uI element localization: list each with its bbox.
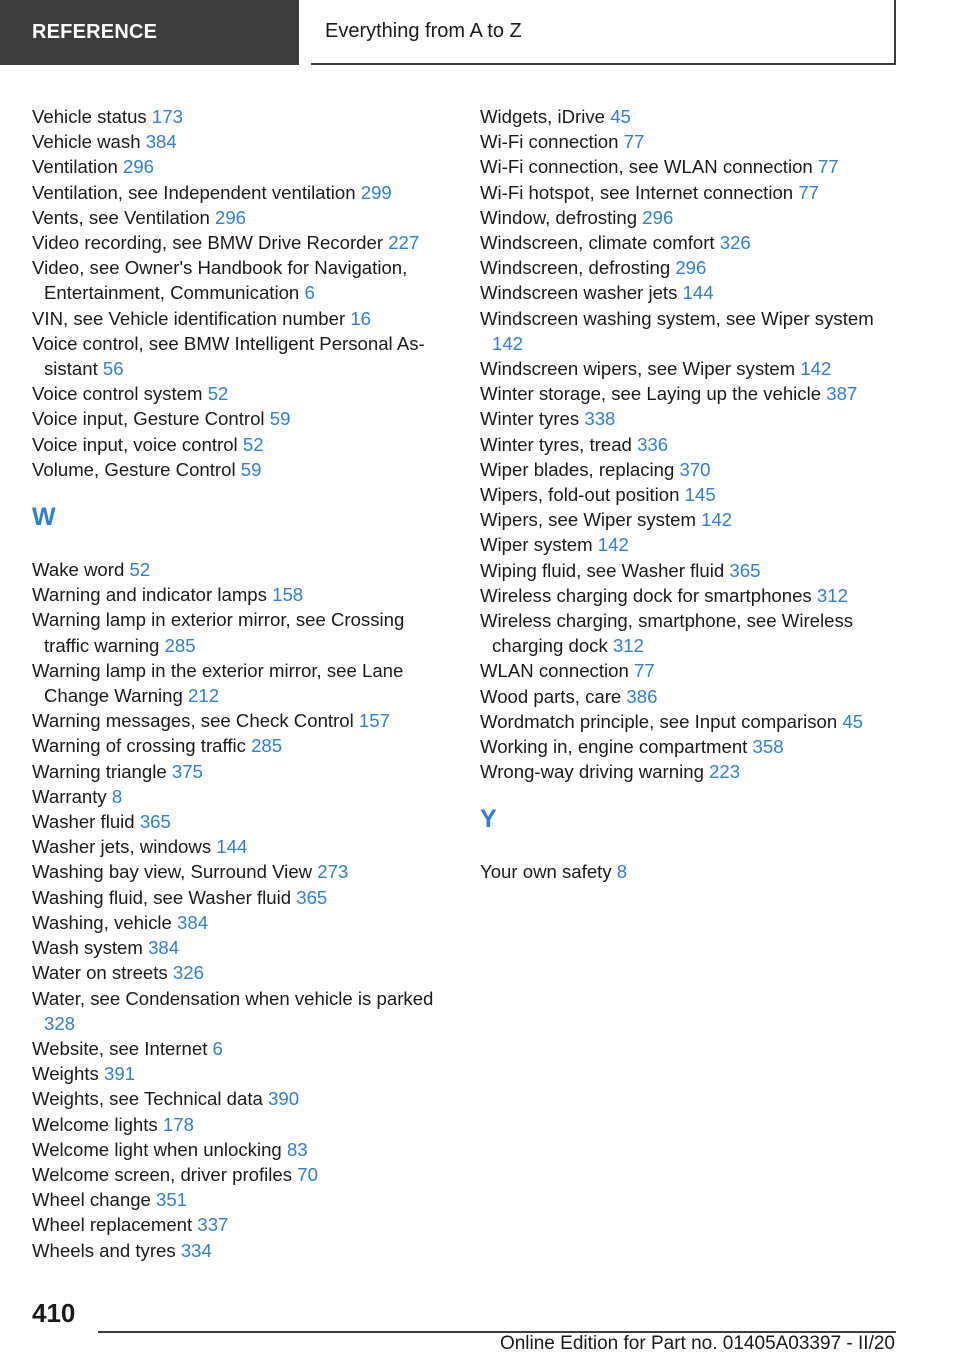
index-entry-text: Winter tyres, tread [480,433,632,455]
page-reference-link[interactable]: 365 [139,811,171,833]
edition-note: Online Edition for Part no. 01405A03397 - II/20 [499,1333,895,1354]
index-entry-text: Video recording, see BMW Drive Recorder [32,232,384,254]
page-reference-link[interactable]: 144 [216,836,248,858]
index-entry [32,306,437,331]
index-entry-text: Your own safety [480,861,612,883]
page-reference-link[interactable]: 223 [709,761,741,783]
index-entry [480,154,900,179]
index-entry [32,834,437,859]
page-reference-link[interactable]: 334 [180,1239,212,1261]
index-entry-text: Vehicle status [32,106,147,127]
page-reference-link[interactable]: 296 [675,257,707,279]
index-entry [480,280,900,305]
index-entry-text: Wi-Fi connection, see WLAN connection [480,156,813,178]
index-entry-text: WLAN connection [480,660,629,682]
index-entry-text: Ventilation, see Independent ventilation [32,181,356,203]
page-reference-link[interactable]: 386 [626,685,658,707]
chapter-title: Everything from A to Z [325,20,522,42]
index-entry [480,381,900,406]
page-reference-link[interactable]: 45 [610,106,631,127]
page-reference-link[interactable]: 338 [584,408,616,430]
page-reference-link[interactable]: 142 [800,358,832,380]
page-reference-link[interactable]: 370 [679,458,711,480]
page-reference-link[interactable]: 144 [682,282,714,304]
index-entry-text: Wi-Fi hotspot, see Internet connection [480,181,794,203]
index-entry [32,809,437,834]
index-entry [480,583,900,608]
page-reference-link[interactable]: 158 [272,584,304,606]
index-entry [480,608,900,658]
index-entry-text: Volume, Gesture Control [32,458,236,480]
index-entry-text: Warning of crossing traffic [32,735,246,757]
index-entry [480,230,900,255]
index-entry-text: Windscreen wipers, see Wiper system [480,358,796,380]
index-entry-text: Wireless charging, smartphone, see Wireless charging dock [480,610,854,657]
index-entry [32,607,437,657]
page-reference-link[interactable]: 227 [388,232,420,254]
page-reference-link[interactable]: 59 [269,408,291,430]
index-entry [32,180,437,205]
page-reference-link[interactable]: 145 [684,484,716,506]
index-entry-text: Working in, engine compartment [480,736,748,758]
page-reference-link[interactable]: 387 [826,383,858,405]
index-entry-text: Warning and indicator lamps [32,584,267,606]
index-entry-text: Wheels and tyres [32,1239,176,1261]
index-entry-text: Windscreen washer jets [480,282,678,304]
index-entry-text: Widgets, iDrive [480,106,606,127]
page-reference-link[interactable]: 142 [701,509,733,531]
index-entry [32,1086,437,1111]
page-reference-link[interactable]: 142 [597,534,629,556]
page-reference-link[interactable]: 6 [304,282,315,304]
index-entry-text: Ventilation [32,156,118,178]
index-entry [32,910,437,935]
index-entry-text: Welcome light when unlocking [32,1138,282,1160]
index-entry [32,154,437,179]
page-reference-link[interactable]: 296 [122,156,155,178]
index-entry [480,709,900,734]
index-entry-text: Welcome lights [32,1113,158,1135]
index-entry-text: Wake word [32,559,125,581]
index-entry [32,1212,437,1237]
index-entry [32,331,437,381]
index-entry [32,1238,437,1263]
index-entry [480,255,900,280]
page-reference-link[interactable]: 142 [492,332,524,354]
index-entry [480,684,900,709]
index-entry-text: Wireless charging dock for smartphones [480,584,812,606]
page-reference-link[interactable]: 285 [164,634,196,656]
page-reference-link[interactable]: 328 [44,1012,76,1034]
page-reference-link[interactable]: 77 [634,660,655,682]
page-reference-link[interactable]: 52 [242,433,264,455]
page-reference-link[interactable]: 59 [240,458,262,480]
index-entry [32,557,437,582]
index-letter-heading: Y [480,805,497,834]
index-entry [32,986,437,1036]
index-entry [32,104,437,129]
index-entry-text: Wipers, fold-out position [480,484,680,506]
page-reference-link[interactable]: 285 [251,735,283,757]
page-reference-link[interactable]: 52 [207,383,229,405]
index-entry-text: Washing fluid, see Washer fluid [32,886,292,908]
page-reference-link[interactable]: 8 [616,861,628,883]
page-reference-link[interactable]: 16 [350,307,372,329]
index-entry-text: Winter tyres [480,408,580,430]
page-reference-link[interactable]: 6 [212,1037,223,1059]
index-entry [32,784,437,809]
page-reference-link[interactable]: 365 [296,886,328,908]
index-entry [32,1162,437,1187]
index-entry-text: Windscreen, climate comfort [480,232,715,254]
index-entry-text: Wordmatch principle, see Input comparison [480,710,838,732]
index-entry [32,960,437,985]
index-entry [480,129,900,154]
index-entry-text: Window, defrosting [480,206,638,228]
index-entry [32,1187,437,1212]
index-entry-text: Wi-Fi connection [480,131,619,153]
page-reference-link[interactable]: 312 [816,584,848,606]
page-reference-link[interactable]: 77 [798,181,820,203]
index-entry-text: Warranty [32,785,107,807]
index-entry [32,381,437,406]
page-reference-link[interactable]: 45 [842,710,864,732]
index-entry-text: Website, see Internet [32,1037,208,1059]
index-entry [480,356,900,381]
index-entry-text: Wheel replacement [32,1214,193,1236]
page-reference-link[interactable]: 365 [729,559,761,581]
index-entry-text: Video, see Owner's Handbook for Navigation, Entertainment, Communication [32,257,408,304]
page-reference-link[interactable]: 336 [637,433,669,455]
index-entry [32,582,437,607]
index-entry [32,406,437,431]
page-reference-link[interactable]: 77 [623,131,645,153]
index-entry-text: Voice control, see BMW Intelligent Personal Assistant [32,332,425,380]
index-entry [480,532,900,557]
index-entry-text: Warning triangle [32,760,167,782]
page-reference-link[interactable]: 296 [214,206,247,228]
index-entry-text: Washing bay view, Surround View [32,861,313,883]
page-reference-link[interactable]: 56 [102,358,124,380]
index-column-right [480,104,900,885]
chapter-header [311,0,896,65]
page-reference-link[interactable]: 384 [145,131,177,153]
page-reference-link[interactable]: 212 [188,685,220,707]
index-entry-text: Wipers, see Wiper system [480,509,696,531]
index-entry-text: Vents, see Ventilation [32,206,210,228]
index-entry [480,306,900,356]
index-entry-text: Washer jets, windows [32,836,212,858]
section-tab [0,0,299,65]
index-entry [32,759,437,784]
index-column-left [32,104,437,1263]
index-entry-text: VIN, see Vehicle identification number [32,307,346,329]
index-entry [32,255,437,305]
index-entry [480,205,900,230]
page-reference-link[interactable]: 52 [129,559,151,581]
index-entry-text: Washing, vehicle [32,911,172,933]
index-entry-text: Weights [32,1063,99,1085]
index-entry-text: Washer fluid [32,811,135,833]
page-reference-link[interactable]: 358 [752,736,784,758]
index-entry-text: Warning lamp in exterior mirror, see Crossing traffic warning [32,609,405,656]
page-reference-link[interactable]: 384 [177,911,209,933]
index-entry [32,1137,437,1162]
index-entry [480,507,900,532]
page-reference-link[interactable]: 326 [172,962,204,984]
index-entry [480,180,900,205]
index-entry-text: Weights, see Technical data [32,1088,263,1110]
index-entry-text: Wheel change [32,1189,151,1211]
index-entry [32,935,437,960]
index-entry-text: Welcome screen, driver profiles [32,1163,293,1185]
index-entry [480,432,900,457]
page-reference-link[interactable]: 70 [297,1163,318,1185]
index-entry [32,1036,437,1061]
page-reference-link[interactable]: 8 [111,785,123,807]
page-reference-link[interactable]: 83 [286,1138,308,1160]
page-reference-link[interactable]: 391 [104,1063,136,1085]
index-entry-text: Vehicle wash [32,131,141,153]
page-reference-link[interactable]: 77 [817,156,839,178]
index-entry-text: Winter storage, see Laying up the vehicle [480,383,822,405]
index-entry [480,734,900,759]
index-entry-text: Wood parts, care [480,685,622,707]
page-reference-link[interactable]: 390 [268,1088,300,1110]
index-entry-text: Warning lamp in the exterior mirror, see Lane Change Warning [32,659,404,707]
index-entry-text: Wiping fluid, see Washer fluid [480,559,725,581]
index-entry [32,432,437,457]
index-entry-text: Wiper blades, replacing [480,458,675,480]
index-entry [32,205,437,230]
index-entry [480,104,900,129]
page-reference-link[interactable]: 375 [171,760,203,782]
index-entry [480,457,900,482]
page-reference-link[interactable]: 296 [642,206,674,228]
index-entry [32,733,437,758]
page-reference-link[interactable]: 384 [148,937,180,959]
page-reference-link[interactable]: 157 [358,710,390,732]
index-entry [32,708,437,733]
index-entry [32,1061,437,1086]
index-entry-text: Warning messages, see Check Control [32,710,354,732]
index-entry [32,658,437,708]
index-entry [32,885,437,910]
index-entry [480,759,900,784]
index-entry-text: Windscreen, defrosting [480,257,671,279]
page-reference-link[interactable]: 178 [162,1113,194,1135]
index-letter-heading: W [32,503,56,532]
index-entry [480,406,900,431]
index-entry-text: Wiper system [480,534,593,556]
page-number: 410 [32,1298,76,1328]
index-entry-text: Voice input, voice control [32,433,238,455]
index-entry [480,558,900,583]
index-entry [32,230,437,255]
page-reference-link[interactable]: 273 [317,861,349,883]
index-entry [480,658,900,683]
page-reference-link[interactable]: 173 [151,106,183,127]
index-entry-text: Water, see Condensation when vehicle is parked [32,987,434,1009]
page-reference-link[interactable]: 312 [612,635,644,657]
index-entry-text: Wrong-way driving warning [480,761,704,783]
index-entry [32,859,437,884]
index-entry [32,129,437,154]
index-entry-text: Voice input, Gesture Control [32,408,265,430]
page-reference-link[interactable]: 337 [197,1214,229,1236]
index-entry-text: Water on streets [32,962,168,984]
index-entry [32,1112,437,1137]
index-entry [480,859,900,884]
index-entry [480,482,900,507]
index-entry [32,457,437,482]
index-entry-text: Windscreen washing system, see Wiper system [480,307,874,329]
page-reference-link[interactable]: 351 [156,1189,188,1211]
page-reference-link[interactable]: 326 [719,232,751,254]
index-entry-text: Wash system [32,937,143,959]
page-reference-link[interactable]: 299 [360,181,392,203]
index-entry-text: Voice control system [32,383,203,405]
section-label: REFERENCE [32,21,158,43]
